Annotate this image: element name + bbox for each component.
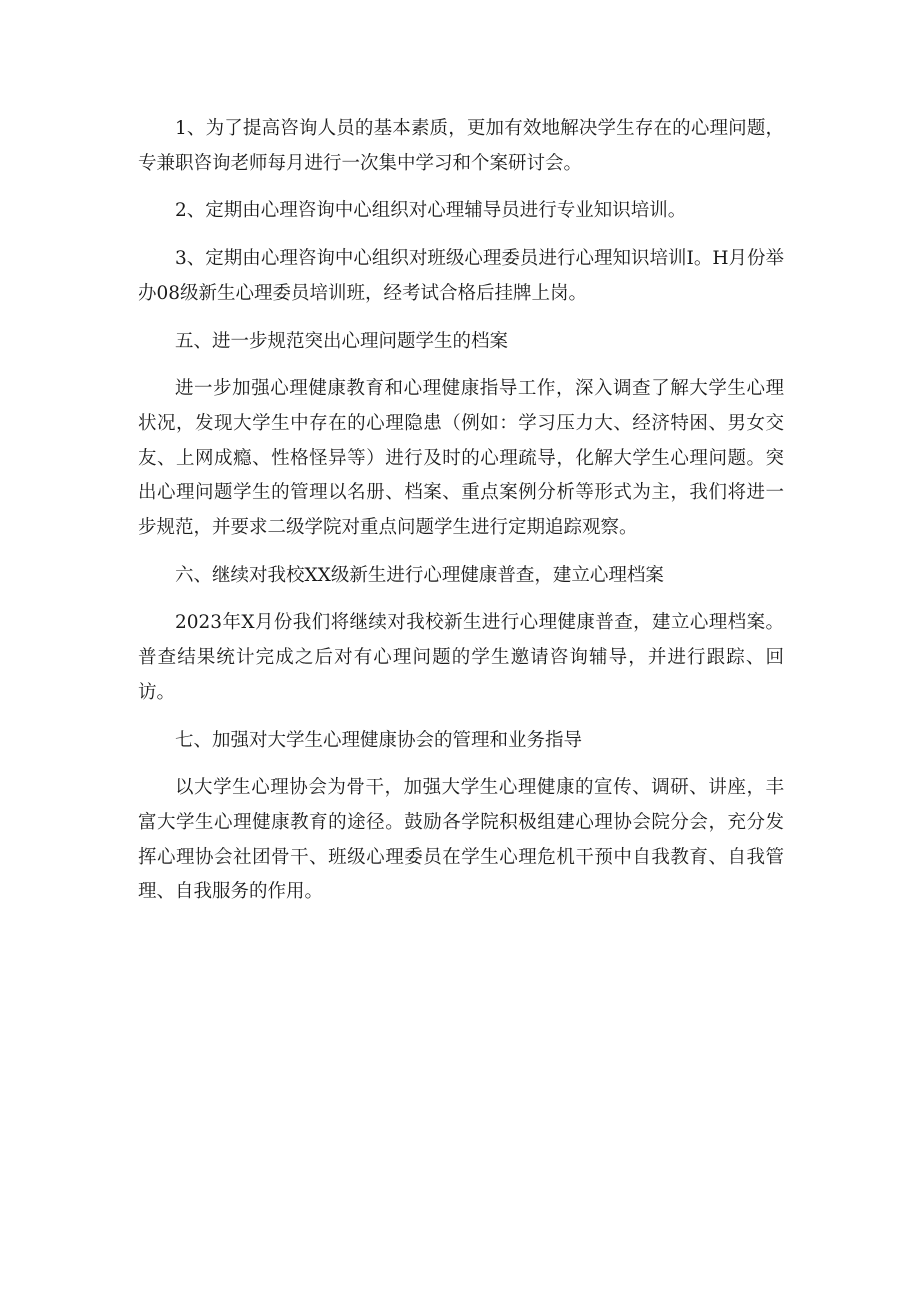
paragraph-counselor-training: 2、定期由心理咨询中心组织对心理辅导员进行专业知识培训。 [175,200,687,222]
paragraph-association-guidance: 以大学生心理协会为骨干，加强大学生心理健康的宣传、调研、讲座，丰富大学生心理健康教育的途径。鼓励各学院积极组建心理协会院分会，充分发挥心理协会社团骨干、班级心理委员在学生心理危机干预中自我教育、自我管理、自我服务的作用。 [138,777,784,903]
section-heading-six: 六、继续对我校XX级新生进行心理健康普查，建立心理档案 [175,564,664,586]
document-body [138,112,784,923]
section-heading-seven: 七、加强对大学生心理健康协会的管理和业务指导 [175,729,583,751]
paragraph-health-survey: 2023年X月份我们将继续对我校新生进行心理健康普查，建立心理档案。普查结果统计完成之后对有心理问题的学生邀请咨询辅导，并进行跟踪、回访。 [138,612,784,703]
paragraph-committee-training: 3、定期由心理咨询中心组织对班级心理委员进行心理知识培训I。H月份举办08级新生心理委员培训班，经考试合格后挂牌上岗。 [138,248,784,304]
paragraph-consultant-training: 1、为了提高咨询人员的基本素质，更加有效地解决学生存在的心理问题，专兼职咨询老师每月进行一次集中学习和个案研讨会。 [138,118,784,174]
section-heading-five: 五、进一步规范突出心理问题学生的档案 [175,330,509,352]
paragraph-student-archives: 进一步加强心理健康教育和心理健康指导工作，深入调查了解大学生心理状况，发现大学生中存在的心理隐患（例如：学习压力大、经济特困、男女交友、上网成瘾、性格怪异等）进行及时的心理疏导，化解大学生心理问题。突出心理问题学生的管理以名册、档案、重点案例分析等形式为主，我们将进一步规范，并要求二级学院对重点问题学生进行定期追踪观察。 [138,378,784,539]
